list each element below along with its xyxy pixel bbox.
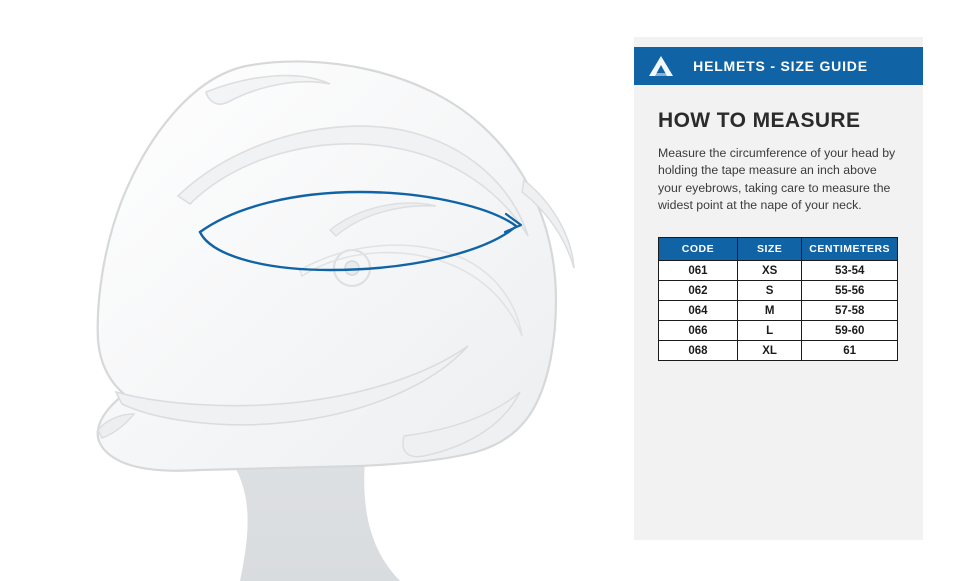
cell-code: 068 xyxy=(659,341,738,361)
cell-code: 061 xyxy=(659,261,738,281)
cell-size: XS xyxy=(737,261,802,281)
panel-title: HELMETS - SIZE GUIDE xyxy=(693,58,868,74)
column-header-code: CODE xyxy=(659,238,738,261)
size-table xyxy=(658,237,898,361)
size-table-header xyxy=(659,238,898,261)
size-guide-panel xyxy=(634,37,923,540)
how-to-measure-title: HOW TO MEASURE xyxy=(658,109,861,132)
cell-centimeters: 55-56 xyxy=(802,281,898,301)
cell-centimeters: 61 xyxy=(802,341,898,361)
cell-size: L xyxy=(737,321,802,341)
cell-size: XL xyxy=(737,341,802,361)
table-row xyxy=(659,301,898,321)
cell-centimeters: 53-54 xyxy=(802,261,898,281)
table-row xyxy=(659,341,898,361)
cell-centimeters: 57-58 xyxy=(802,301,898,321)
table-row xyxy=(659,321,898,341)
table-row xyxy=(659,261,898,281)
column-header-size: SIZE xyxy=(737,238,802,261)
cell-code: 064 xyxy=(659,301,738,321)
panel-header xyxy=(634,47,923,85)
cell-code: 062 xyxy=(659,281,738,301)
how-to-measure-text: Measure the circumference of your head by holding the tape measure an inch above your eyebrows, taking care to measure the widest point at the nape of your neck. xyxy=(658,146,896,213)
cell-size: M xyxy=(737,301,802,321)
cell-code: 066 xyxy=(659,321,738,341)
how-to-measure-section xyxy=(658,109,899,215)
cell-centimeters: 59-60 xyxy=(802,321,898,341)
cell-size: S xyxy=(737,281,802,301)
table-row xyxy=(659,281,898,301)
size-table-body xyxy=(659,261,898,361)
table-header-row xyxy=(659,238,898,261)
brand-arrow-logo-icon xyxy=(644,47,678,85)
helmet-outline xyxy=(98,61,574,470)
column-header-centimeters: CENTIMETERS xyxy=(802,238,898,261)
